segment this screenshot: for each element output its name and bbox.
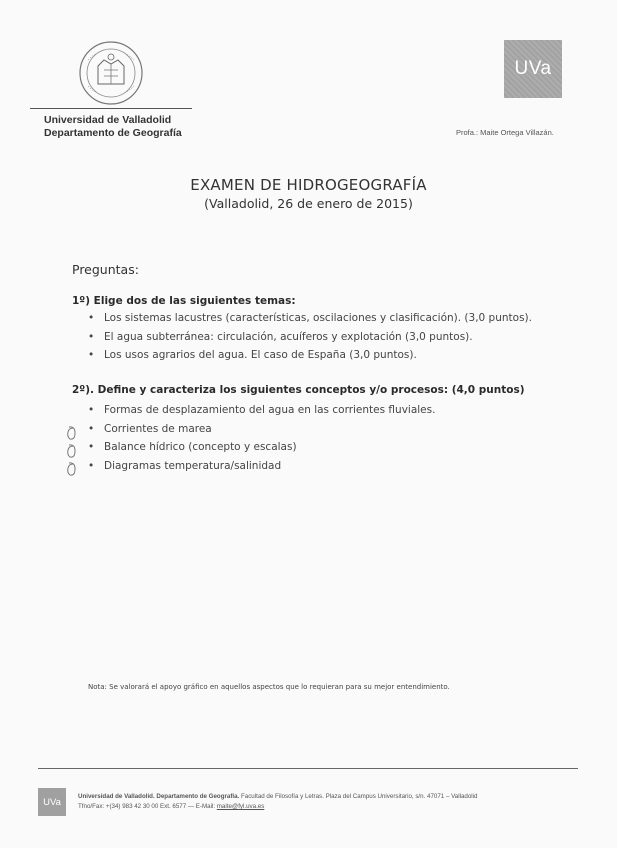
footer-email-link[interactable]: maite@fyl.uva.es: [216, 803, 265, 810]
department-name: Departamento de Geografía: [44, 127, 182, 139]
exam-note: Nota: Se valorará el apoyo gráfico en aquellos aspectos que lo requieran para su mejor entendimiento.: [88, 683, 450, 691]
list-item: • Formas de desplazamiento del agua en las corrientes fluviales.: [88, 404, 435, 423]
footer-contact: [78, 803, 264, 810]
uva-logo: [504, 40, 562, 98]
list-item: • Corrientes de marea: [88, 423, 435, 442]
footer-institution: Universidad de Valladolid. Departamento de Geografía.: [78, 793, 240, 800]
footer-address-text: Facultad de Filosofía y Letras. Plaza del Campus Universitario, s/n. 47071 – Valladolid: [239, 793, 478, 800]
footer-address: [78, 793, 478, 800]
footer-divider: [38, 768, 578, 769]
footer-logo-text: UVa: [43, 796, 61, 808]
question-1-list: [88, 312, 532, 368]
exam-subtitle: (Valladolid, 26 de enero de 2015): [204, 196, 413, 211]
university-name: Universidad de Valladolid: [44, 114, 172, 126]
handwritten-mark-icon: [66, 461, 78, 477]
footer-phone: Tfno/Fax: +(34) 983 42 30 00 Ext. 6577 — E-Mail:: [78, 803, 217, 810]
uva-logo-text: UVa: [514, 58, 552, 79]
list-item: • El agua subterránea: circulación, acuíferos y explotación (3,0 puntos).: [88, 331, 532, 350]
exam-title: EXAMEN DE HIDROGEOGRAFÍA: [190, 176, 427, 194]
list-item: • Diagramas temperatura/salinidad: [88, 460, 435, 479]
list-item: • Los sistemas lacustres (características, oscilaciones y clasificación). (3,0 puntos).: [88, 312, 532, 331]
question-2-title: 2º). Define y caracteriza los siguientes conceptos y/o procesos: (4,0 puntos): [72, 384, 525, 396]
professor-name: Profa.: Maite Ortega Villazán.: [456, 128, 554, 137]
handwritten-mark-icon: [66, 443, 78, 459]
footer-uva-logo: [38, 788, 66, 816]
list-item: • Balance hídrico (concepto y escalas): [88, 441, 435, 460]
question-2-list: [88, 404, 435, 478]
question-1-title: 1º) Elige dos de las siguientes temas:: [72, 295, 296, 307]
header-divider: [30, 108, 192, 109]
handwritten-mark-icon: [66, 425, 78, 441]
questions-heading: Preguntas:: [72, 262, 139, 277]
university-seal-icon: [76, 40, 146, 106]
list-item: • Los usos agrarios del agua. El caso de España (3,0 puntos).: [88, 349, 532, 368]
